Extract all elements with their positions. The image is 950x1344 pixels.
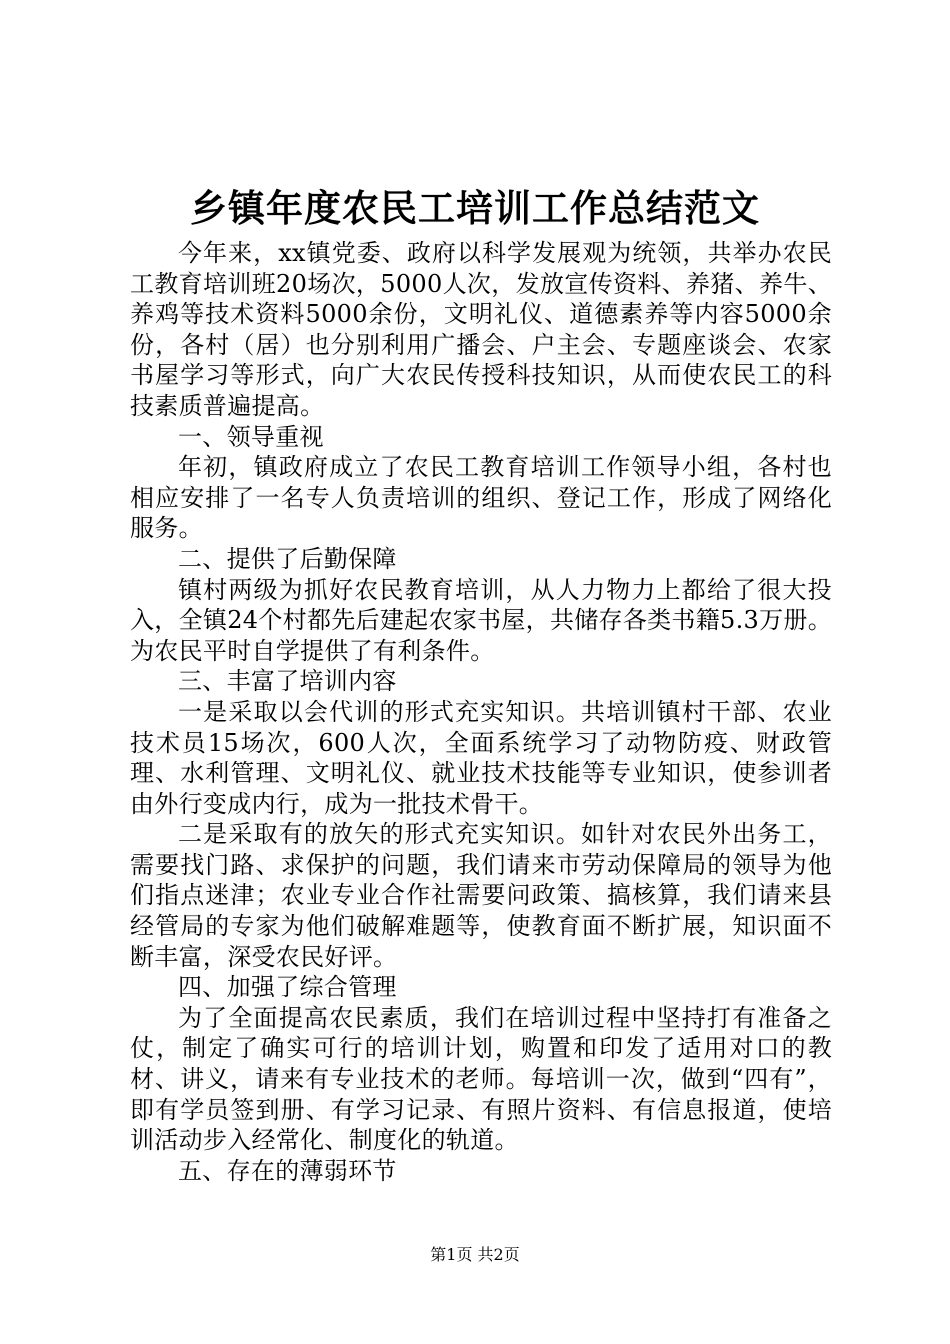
section-heading-4: 四、加强了综合管理 [178, 973, 397, 1002]
paragraph-intro: 今年来，xx镇党委、政府以科学发展观为统领，共举办农民工教育培训班20场次，5000人次，发放宣传资料、养猪、养牛、养鸡等技术资料5000余份，文明礼仪、道德素养等内容5000余份，各村（居）也分别利用广播会、户主会、专题座谈会、农家书屋学习等形式，向广大农民传授科技知识，从而使农民工的科技素质普遍提高。 [130, 239, 832, 420]
paragraph-content-2: 二是采取有的放矢的形式充实知识。如针对农民外出务工，需要找门路、求保护的问题，我们请来市劳动保障局的领导为他们指点迷津；农业专业合作社需要问政策、搞核算，我们请来县经管局的专家为他们破解难题等，使教育面不断扩展，知识面不断丰富，深受农民好评。 [130, 820, 832, 971]
document-body [130, 238, 832, 1186]
paragraph-content-1: 一是采取以会代训的形式充实知识。共培训镇村干部、农业技术员15场次，600人次，全面系统学习了动物防疫、财政管理、水利管理、文明礼仪、就业技术技能等专业知识，使参训者由外行变成内行，成为一批技术骨干。 [130, 697, 832, 818]
paragraph-leadership: 年初，镇政府成立了农民工教育培训工作领导小组，各村也相应安排了一名专人负责培训的组织、登记工作，形成了网络化服务。 [130, 453, 832, 543]
section-heading-3: 三、丰富了培训内容 [178, 667, 397, 696]
document-title: 乡镇年度农民工培训工作总结范文 [190, 186, 760, 230]
paragraph-logistics: 镇村两级为抓好农民教育培训，从人力物力上都给了很大投入，全镇24个村都先后建起农家书屋，共储存各类书籍5.3万册。为农民平时自学提供了有利条件。 [130, 575, 833, 665]
page-number-footer: 第1页 共2页 [430, 1245, 520, 1264]
paragraph-management: 为了全面提高农民素质，我们在培训过程中坚持打有准备之仗，制定了确实可行的培训计划，购置和印发了适用对口的教材、讲义，请来有专业技术的老师。每培训一次，做到“四有”，即有学员签到册、有学习记录、有照片资料、有信息报道，使培训活动步入经常化、制度化的轨道。 [130, 1003, 832, 1155]
section-heading-5: 五、存在的薄弱环节 [178, 1156, 397, 1185]
section-heading-2: 二、提供了后勤保障 [178, 544, 397, 573]
section-heading-1: 一、领导重视 [178, 422, 324, 451]
